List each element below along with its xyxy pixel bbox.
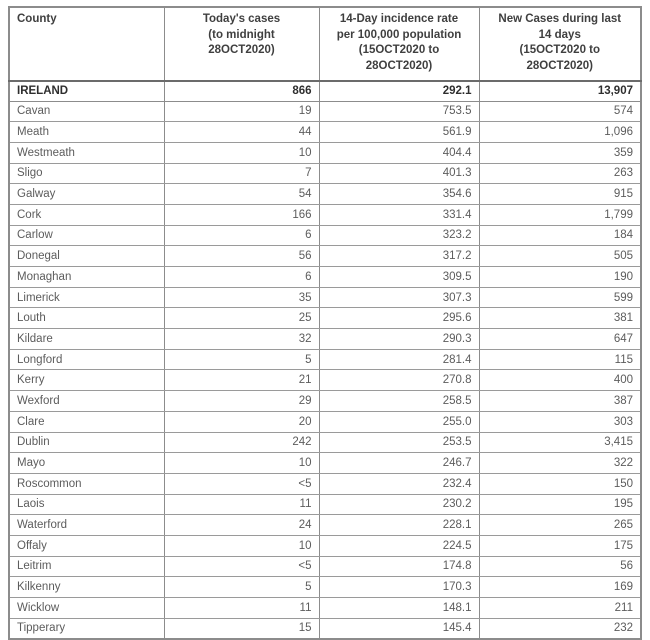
total-cell-today_cases: 866 xyxy=(164,81,319,101)
cell-county: Roscommon xyxy=(9,473,164,494)
cell-new_cases_14d: 359 xyxy=(479,142,641,163)
cell-incidence_rate: 290.3 xyxy=(319,329,479,350)
cell-county: Westmeath xyxy=(9,142,164,163)
cell-new_cases_14d: 3,415 xyxy=(479,432,641,453)
cell-new_cases_14d: 115 xyxy=(479,349,641,370)
cell-today_cases: 24 xyxy=(164,515,319,536)
cell-today_cases: 5 xyxy=(164,577,319,598)
cell-incidence_rate: 230.2 xyxy=(319,494,479,515)
cell-county: Waterford xyxy=(9,515,164,536)
table-row xyxy=(9,349,641,370)
cell-today_cases: 21 xyxy=(164,370,319,391)
cell-today_cases: 5 xyxy=(164,349,319,370)
cell-incidence_rate: 323.2 xyxy=(319,225,479,246)
table-row xyxy=(9,577,641,598)
table-row xyxy=(9,535,641,556)
cell-incidence_rate: 246.7 xyxy=(319,453,479,474)
total-cell-incidence_rate: 292.1 xyxy=(319,81,479,101)
cell-incidence_rate: 224.5 xyxy=(319,535,479,556)
cell-today_cases: 54 xyxy=(164,184,319,205)
cell-today_cases: 35 xyxy=(164,287,319,308)
cell-new_cases_14d: 915 xyxy=(479,184,641,205)
table-row xyxy=(9,494,641,515)
table-row-total xyxy=(9,81,641,101)
cell-new_cases_14d: 381 xyxy=(479,308,641,329)
table-row xyxy=(9,391,641,412)
covid-county-table-container xyxy=(8,6,640,640)
cell-county: Galway xyxy=(9,184,164,205)
cell-incidence_rate: 253.5 xyxy=(319,432,479,453)
column-header-line: (15OCT2020 to xyxy=(358,44,440,56)
column-header-line: 14 days xyxy=(538,28,581,41)
covid-county-statistics-table xyxy=(8,6,642,640)
cell-incidence_rate: 170.3 xyxy=(319,577,479,598)
table-row xyxy=(9,556,641,577)
cell-incidence_rate: 295.6 xyxy=(319,308,479,329)
cell-new_cases_14d: 232 xyxy=(613,622,633,635)
cell-incidence_rate: 354.6 xyxy=(319,184,479,205)
cell-incidence_rate: 232.4 xyxy=(319,473,479,494)
cell-today_cases: 19 xyxy=(164,101,319,122)
cell-county: Monaghan xyxy=(9,267,164,288)
column-header-today_cases xyxy=(164,7,319,81)
cell-incidence_rate: 404.4 xyxy=(319,142,479,163)
column-header-new_cases_14d xyxy=(479,7,641,81)
column-header-line: per 100,000 population xyxy=(336,28,462,41)
total-cell-new_cases_14d: 13,907 xyxy=(479,81,641,101)
cell-incidence_rate: 228.1 xyxy=(319,515,479,536)
cell-new_cases_14d: 169 xyxy=(479,577,641,598)
cell-incidence_rate: 401.3 xyxy=(319,163,479,184)
table-row xyxy=(9,598,641,619)
cell-new_cases_14d: 263 xyxy=(479,163,641,184)
cell-county: Wexford xyxy=(9,391,164,412)
table-row xyxy=(9,515,641,536)
cell-incidence_rate: 281.4 xyxy=(319,349,479,370)
cell-new_cases_14d: 150 xyxy=(479,473,641,494)
cell-today_cases: 10 xyxy=(164,453,319,474)
cell-new_cases_14d: 400 xyxy=(479,370,641,391)
column-header-line: 28OCT2020) xyxy=(526,59,593,72)
table-row xyxy=(9,308,641,329)
table-row xyxy=(9,411,641,432)
cell-today_cases: 11 xyxy=(164,598,319,619)
cell-today_cases: 6 xyxy=(164,267,319,288)
cell-today_cases: 15 xyxy=(164,618,319,639)
cell-county: Limerick xyxy=(9,287,164,308)
table-row xyxy=(9,225,641,246)
table-header-row xyxy=(9,7,641,81)
table-row xyxy=(9,329,641,350)
table-row xyxy=(9,432,641,453)
cell-today_cases: 7 xyxy=(164,163,319,184)
cell-new_cases_14d: 1,799 xyxy=(479,204,641,225)
cell-today_cases: <5 xyxy=(164,556,319,577)
cell-county: Kildare xyxy=(9,329,164,350)
cell-today_cases: 32 xyxy=(164,329,319,350)
cell-today_cases: 29 xyxy=(164,391,319,412)
cell-incidence_rate: 145.4 xyxy=(319,618,479,639)
column-header-line: (to midnight xyxy=(208,28,275,41)
cell-incidence_rate: 255.0 xyxy=(319,411,479,432)
cell-new_cases_14d: 322 xyxy=(479,453,641,474)
cell-incidence_rate: 258.5 xyxy=(319,391,479,412)
cell-county: Tipperary xyxy=(9,618,164,639)
column-header-line: (15OCT2020 to xyxy=(519,44,601,56)
cell-county: Donegal xyxy=(9,246,164,267)
cell-county: Leitrim xyxy=(9,556,164,577)
table-row xyxy=(9,142,641,163)
cell-county: Longford xyxy=(9,349,164,370)
cell-incidence_rate: 561.9 xyxy=(319,122,479,143)
cell-county: Dublin xyxy=(9,432,164,453)
table-row xyxy=(9,163,641,184)
cell-county: Laois xyxy=(9,494,164,515)
cell-county: Carlow xyxy=(9,225,164,246)
table-row xyxy=(9,473,641,494)
cell-new_cases_14d: 599 xyxy=(479,287,641,308)
cell-county: Kerry xyxy=(9,370,164,391)
cell-county: Cork xyxy=(9,204,164,225)
table-row xyxy=(9,267,641,288)
cell-today_cases: 6 xyxy=(164,225,319,246)
cell-new_cases_14d: 56 xyxy=(479,556,641,577)
cell-county: Cavan xyxy=(9,101,164,122)
cell-today_cases: 25 xyxy=(164,308,319,329)
cell-county: Offaly xyxy=(9,535,164,556)
table-header xyxy=(9,7,641,81)
cell-incidence_rate: 331.4 xyxy=(319,204,479,225)
cell-new_cases_14d: 574 xyxy=(479,101,641,122)
column-header-line: 28OCT2020) xyxy=(208,44,275,56)
cell-today_cases: 44 xyxy=(164,122,319,143)
total-cell-county: IRELAND xyxy=(9,81,164,101)
column-header-line: 28OCT2020) xyxy=(365,59,433,72)
table-row xyxy=(9,287,641,308)
table-row xyxy=(9,618,641,639)
cell-new_cases_14d: 647 xyxy=(479,329,641,350)
table-row xyxy=(9,101,641,122)
cell-county: Louth xyxy=(9,308,164,329)
cell-today_cases: 56 xyxy=(164,246,319,267)
cell-incidence_rate: 307.3 xyxy=(319,287,479,308)
column-header-line: 14-Day incidence rate xyxy=(339,13,459,25)
cell-today_cases: 10 xyxy=(164,142,319,163)
cell-incidence_rate: 148.1 xyxy=(319,598,479,619)
cell-new_cases_14d: 190 xyxy=(479,267,641,288)
column-header-line: New Cases during last xyxy=(498,13,622,25)
cell-county: Kilkenny xyxy=(9,577,164,598)
cell-incidence_rate: 270.8 xyxy=(319,370,479,391)
cell-today_cases: 11 xyxy=(164,494,319,515)
cell-new_cases_14d: 387 xyxy=(479,391,641,412)
cell-today_cases: 166 xyxy=(164,204,319,225)
cell-county: Wicklow xyxy=(9,598,164,619)
cell-county: Mayo xyxy=(9,453,164,474)
cell-incidence_rate: 317.2 xyxy=(319,246,479,267)
cell-new_cases_14d: 195 xyxy=(479,494,641,515)
cell-new_cases_14d: 303 xyxy=(479,411,641,432)
column-header-incidence_rate xyxy=(319,7,479,81)
column-header-line: County xyxy=(17,13,57,25)
cell-new_cases_14d: 184 xyxy=(479,225,641,246)
cell-county: Sligo xyxy=(9,163,164,184)
cell-today_cases: <5 xyxy=(164,473,319,494)
table-row xyxy=(9,122,641,143)
table-row xyxy=(9,204,641,225)
table-row xyxy=(9,370,641,391)
cell-today_cases: 20 xyxy=(164,411,319,432)
cell-today_cases: 242 xyxy=(164,432,319,453)
cell-today_cases: 10 xyxy=(164,535,319,556)
cell-incidence_rate: 309.5 xyxy=(319,267,479,288)
cell-new_cases_14d: 211 xyxy=(479,598,641,619)
table-row xyxy=(9,453,641,474)
cell-county: Clare xyxy=(9,411,164,432)
column-header-line: Today's cases xyxy=(202,13,281,25)
cell-incidence_rate: 174.8 xyxy=(319,556,479,577)
cell-new_cases_14d: 265 xyxy=(479,515,641,536)
cell-new_cases_14d: 175 xyxy=(479,535,641,556)
table-row xyxy=(9,246,641,267)
cell-county: Meath xyxy=(9,122,164,143)
table-row xyxy=(9,184,641,205)
cell-new_cases_14d: 1,096 xyxy=(479,122,641,143)
cell-new_cases_14d: 505 xyxy=(479,246,641,267)
table-body xyxy=(9,81,641,639)
cell-incidence_rate: 753.5 xyxy=(319,101,479,122)
column-header-county xyxy=(9,7,164,81)
